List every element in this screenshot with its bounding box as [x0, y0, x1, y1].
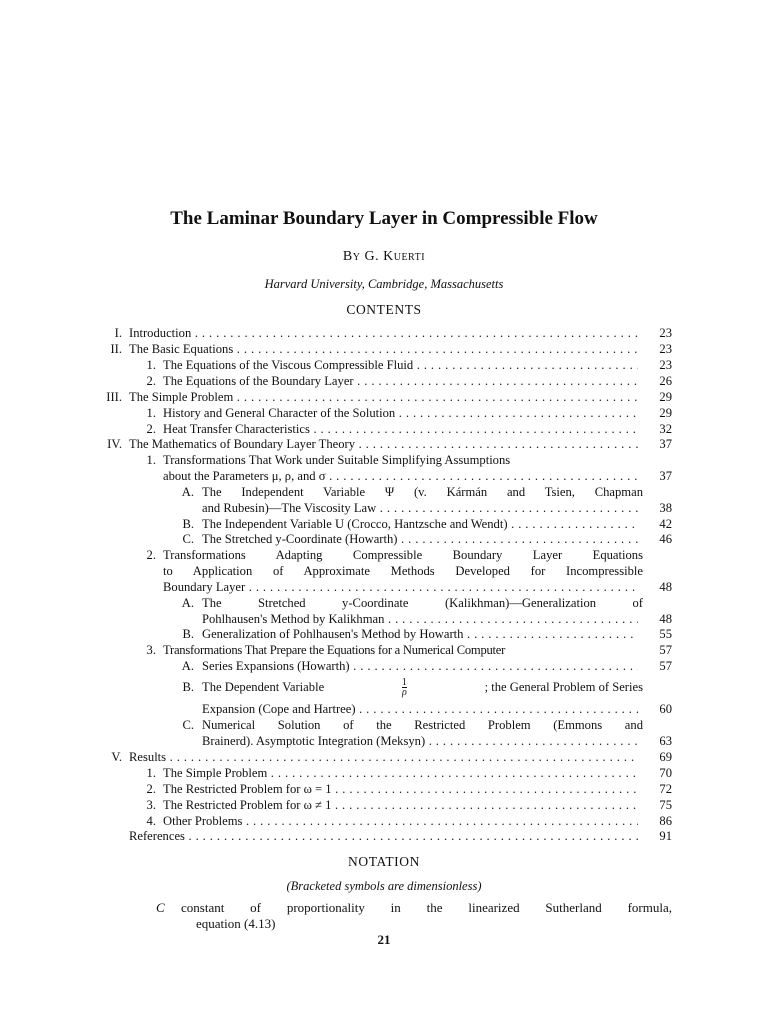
toc-entry-page: 75: [659, 798, 672, 812]
toc-entry-title: The Basic Equations . . .: [129, 341, 638, 357]
toc-entry: [0, 676, 768, 698]
toc-entry-number: V.: [111, 750, 122, 764]
toc-entry-number: I.: [114, 326, 122, 340]
toc-entry-number: A.: [181, 659, 194, 673]
toc-entry-title: The Restricted Problem for ω = 1 . . .: [163, 781, 638, 797]
notation-symbol: C: [156, 900, 165, 915]
toc-entry-title: The Simple Problem . . .: [163, 765, 638, 781]
toc-entry-page: 70: [659, 766, 672, 780]
toc-entry-title: Transformations That Prepare the Equations for a Numerical Computer: [163, 643, 506, 657]
toc-entry: [0, 717, 768, 733]
toc-entry-title: Heat Transfer Characteristics . . .: [163, 421, 638, 437]
toc-entry-number: 1.: [146, 406, 156, 420]
toc-entry-number: C.: [182, 532, 194, 546]
fraction-numerator: 1: [401, 676, 407, 688]
toc-entry-title: The Simple Problem . . .: [129, 389, 638, 405]
toc-entry-title: The Stretched y-Coordinate (Howarth) . . .: [202, 531, 638, 547]
toc-entry: [0, 579, 768, 595]
toc-entry-title: Expansion (Cope and Hartree) . . .: [202, 701, 638, 717]
toc-entry-number: 1.: [146, 766, 156, 780]
toc-entry: [0, 765, 768, 781]
toc-entry-title-with-fraction: [202, 676, 643, 698]
toc-entry-title: The Dependent Variable: [202, 680, 325, 694]
toc-entry: [0, 563, 768, 579]
toc-entry-title: Other Problems . . .: [163, 813, 638, 829]
toc-entry: [0, 516, 768, 532]
author-affiliation: Harvard University, Cambridge, Massachusetts: [264, 277, 504, 291]
toc-entry: [0, 611, 768, 627]
toc-entry-title: The Equations of the Boundary Layer . . .: [163, 373, 638, 389]
toc-entry: [0, 389, 768, 405]
toc-entry: [0, 828, 768, 844]
toc-entry-number: A.: [181, 596, 194, 610]
toc-entry: [0, 500, 768, 516]
toc-entry-number: 2.: [146, 374, 156, 388]
notation-definition-line: constant of proportionality in the linearized Sutherland formula,: [181, 900, 672, 915]
toc-entry: [0, 733, 768, 749]
toc-entry-number: 2.: [146, 422, 156, 436]
toc-entry-number: 3.: [146, 798, 156, 812]
toc-entry: [0, 452, 768, 468]
toc-entry: [0, 749, 768, 765]
toc-entry-page: 29: [659, 390, 672, 404]
toc-entry-page: 86: [659, 814, 672, 828]
toc-entry-title: Transformations That Work under Suitable Simplifying Assumptions: [163, 453, 511, 467]
toc-entry-title: History and General Character of the Solution . . .: [163, 405, 638, 421]
toc-entry-page: 37: [659, 437, 672, 451]
toc-entry-title-tail: ; the General Problem of Series: [484, 680, 643, 694]
toc-entry-page: 46: [659, 532, 672, 546]
toc-entry-page: 55: [659, 627, 672, 641]
toc-entry-number: 2.: [146, 782, 156, 796]
toc-entry-page: 72: [659, 782, 672, 796]
toc-entry-page: 42: [659, 517, 672, 531]
toc-entry: [0, 405, 768, 421]
author-surname: Kuerti: [383, 249, 426, 264]
toc-entry-title: Introduction . . .: [129, 325, 638, 341]
toc-entry: [0, 531, 768, 547]
toc-entry: [0, 547, 768, 563]
toc-entry: [0, 813, 768, 829]
toc-entry-number: III.: [106, 390, 122, 404]
toc-entry-number: 1.: [146, 358, 156, 372]
toc-entry-page: 38: [659, 501, 672, 515]
toc-entry-title: The Stretched y-Coordinate (Kalikhman)—Generalization of: [202, 596, 643, 610]
toc-entry: [0, 781, 768, 797]
toc-entry-title: Brainerd). Asymptotic Integration (Meksyn) . . .: [202, 733, 638, 749]
toc-entry-page: 69: [659, 750, 672, 764]
toc-entry-number: C.: [182, 718, 194, 732]
toc-entry-title: Transformations Adapting Compressible Boundary Layer Equations: [163, 548, 643, 562]
toc-entry-number: 4.: [146, 814, 156, 828]
toc-entry-page: 26: [659, 374, 672, 388]
notation-heading: NOTATION: [348, 854, 420, 869]
toc-entry: [0, 325, 768, 341]
toc-entry-number: 2.: [146, 548, 156, 562]
author-prefix: By: [342, 249, 361, 264]
toc-entry-number: 3.: [146, 643, 156, 657]
toc-entry-page: 60: [659, 702, 672, 716]
toc-entry-number: B.: [182, 517, 194, 531]
notation-subheading: (Bracketed symbols are dimensionless): [286, 879, 482, 893]
toc-entry: [0, 595, 768, 611]
page-number: 21: [377, 932, 391, 947]
toc-entry-number: IV.: [107, 437, 122, 451]
toc-entry-page: 23: [659, 326, 672, 340]
toc-entry-number: 1.: [146, 453, 156, 467]
author-initial: G.: [364, 249, 380, 264]
toc-entry-number: B.: [182, 627, 194, 641]
contents-heading: CONTENTS: [346, 302, 422, 317]
toc-entry-title: The Restricted Problem for ω ≠ 1 . . .: [163, 797, 638, 813]
toc-entry-title: Boundary Layer . . .: [163, 579, 638, 595]
toc-entry-title: Results . . .: [129, 749, 638, 765]
toc-entry: [0, 373, 768, 389]
toc-entry-page: 32: [659, 422, 672, 436]
toc-entry-number: II.: [110, 342, 122, 356]
author-line: [0, 249, 768, 265]
notation-definition-line: equation (4.13): [196, 916, 276, 931]
toc-entry-title: Generalization of Pohlhausen's Method by Howarth . . .: [202, 626, 638, 642]
toc-entry-title: about the Parameters μ, ρ, and σ . . .: [163, 468, 638, 484]
toc-entry: [0, 468, 768, 484]
toc-entry-number: A.: [181, 485, 194, 499]
toc-entry: [0, 797, 768, 813]
toc-entry-title: and Rubesin)—The Viscosity Law . . .: [202, 500, 638, 516]
toc-entry-page: 48: [659, 612, 672, 626]
fraction-denominator: ρ: [401, 686, 407, 698]
toc-entry-page: 48: [659, 580, 672, 594]
toc-entry-title: The Equations of the Viscous Compressible Fluid . . .: [163, 357, 638, 373]
toc-entry: [0, 701, 768, 717]
toc-entry-page: 57: [659, 659, 672, 673]
toc-entry: [0, 642, 768, 658]
toc-entry: [0, 341, 768, 357]
toc-entry-title: Numerical Solution of the Restricted Problem (Emmons and: [202, 718, 643, 732]
toc-entry: [0, 484, 768, 500]
toc-entry-page: 37: [659, 469, 672, 483]
toc-entry-page: 23: [659, 342, 672, 356]
toc-entry-title: The Independent Variable Ψ (v. Kármán and Tsien, Chapman: [202, 485, 643, 499]
toc-entry-title: The Independent Variable U (Crocco, Hantzsche and Wendt) . . .: [202, 516, 638, 532]
toc-entry-page: 63: [659, 734, 672, 748]
toc-entry: [0, 357, 768, 373]
toc-entry-title: Pohlhausen's Method by Kalikhman . . .: [202, 611, 638, 627]
toc-entry-title: References . . .: [129, 828, 638, 844]
toc-entry: [0, 658, 768, 674]
toc-entry-page: 91: [659, 829, 672, 843]
toc-entry-title: Series Expansions (Howarth) . . .: [202, 658, 638, 674]
toc-entry: [0, 626, 768, 642]
toc-entry-number: B.: [182, 680, 194, 694]
inverse-density-fraction: [402, 678, 407, 697]
toc-entry-title: to Application of Approximate Methods Developed for Incompressible: [163, 564, 643, 578]
article-title: The Laminar Boundary Layer in Compressible Flow: [170, 208, 598, 229]
toc-entry: [0, 436, 768, 452]
toc-entry-page: 23: [659, 358, 672, 372]
toc-entry-title: The Mathematics of Boundary Layer Theory . . .: [129, 436, 638, 452]
toc-entry: [0, 421, 768, 437]
toc-entry-page: 57: [659, 643, 672, 657]
toc-entry-page: 29: [659, 406, 672, 420]
